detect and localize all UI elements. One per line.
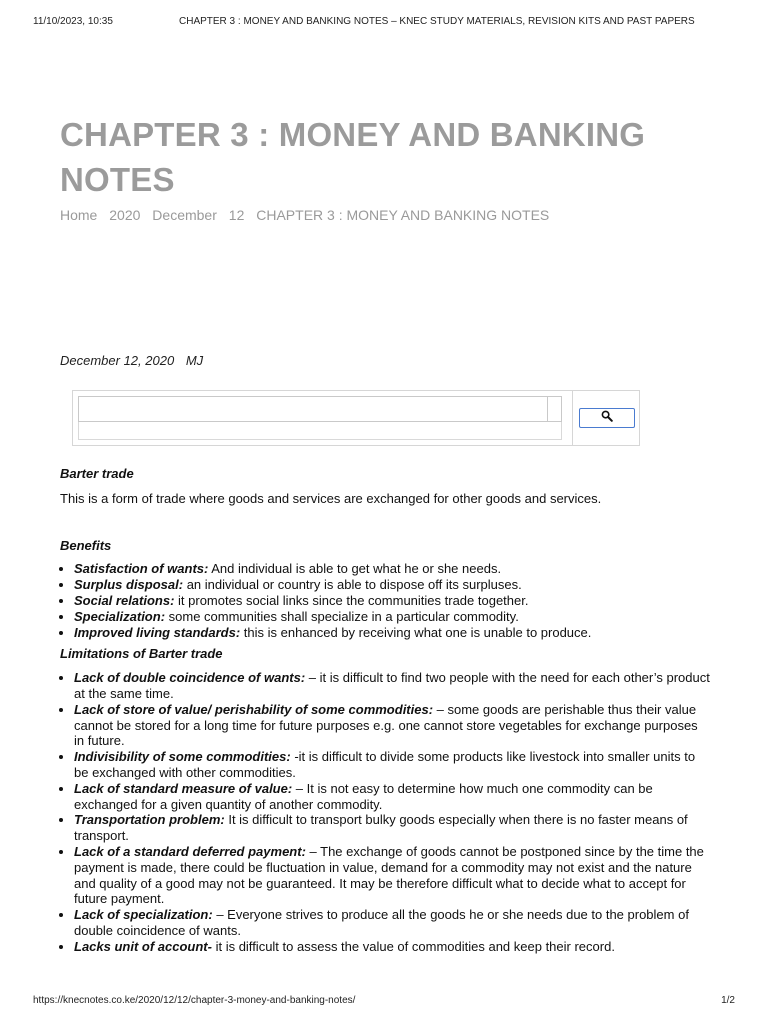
item-term: Transportation problem: xyxy=(74,812,225,828)
item-text: an individual or country is able to dispose off its surpluses. xyxy=(183,577,522,593)
item-term: Lack of double coincidence of wants: xyxy=(74,670,306,686)
item-term: Indivisibility of some commodities: xyxy=(74,749,291,765)
search-input-lower xyxy=(78,422,562,440)
article-body xyxy=(60,466,710,955)
post-date[interactable]: December 12, 2020 xyxy=(60,353,175,368)
benefits-list xyxy=(60,561,710,640)
list-item xyxy=(74,702,710,749)
breadcrumb-year[interactable]: 2020 xyxy=(109,207,141,223)
list-item xyxy=(74,561,710,577)
print-datetime: 11/10/2023, 10:35 xyxy=(33,16,113,27)
page-title: CHAPTER 3 : MONEY AND BANKING NOTES xyxy=(60,116,646,198)
breadcrumb xyxy=(60,207,557,223)
item-term: Lack of standard measure of value: xyxy=(74,780,293,796)
item-text: it promotes social links since the communities trade together. xyxy=(174,592,529,608)
item-term: Social relations: xyxy=(74,592,175,608)
breadcrumb-month[interactable]: December xyxy=(152,207,217,223)
item-text: – The exchange of goods cannot be postponed since by the time the payment is made, there could be fluctuation in value, demand for a commodity may not exist and the nature and quality of a good may not be guaranteed. It may be therefore difficult what to decide what to accept for future payment. xyxy=(74,843,704,907)
item-term: Surplus disposal: xyxy=(74,577,184,593)
barter-definition: This is a form of trade where goods and services are exchanged for other goods and services. xyxy=(60,490,602,506)
item-term: Lacks unit of account- xyxy=(74,938,212,954)
limitations-heading: Limitations of Barter trade xyxy=(60,646,223,662)
list-item xyxy=(74,625,710,641)
item-text: it is difficult to assess the value of commodities and keep their record. xyxy=(211,938,615,954)
item-text: – It is not easy to determine how much one commodity can be exchanged for a given quantity of another commodity. xyxy=(74,780,653,812)
post-meta xyxy=(60,353,203,368)
breadcrumb-home[interactable]: Home xyxy=(60,207,98,223)
list-item xyxy=(74,812,710,844)
list-item xyxy=(74,609,710,625)
search-icon xyxy=(601,409,613,427)
limitations-list xyxy=(60,670,710,954)
item-term: Lack of a standard deferred payment: xyxy=(74,843,306,859)
list-item xyxy=(74,593,710,609)
item-text: – Everyone strives to produce all the goods he or she needs due to the problem of double coincidence of wants. xyxy=(74,907,689,938)
search-input[interactable] xyxy=(78,396,548,422)
item-term: Specialization: xyxy=(74,608,166,624)
item-text: – it is difficult to find two people with the need for each other’s product at the same time. xyxy=(74,670,710,701)
item-term: Lack of specialization: xyxy=(74,907,213,923)
search-input-wrap xyxy=(78,396,562,442)
print-url: https://knecnotes.co.ke/2020/12/12/chapter-3-money-and-banking-notes/ xyxy=(33,995,356,1006)
item-text: And individual is able to get what he or she needs. xyxy=(208,561,502,577)
list-item xyxy=(74,907,710,939)
search-box xyxy=(72,390,640,446)
list-item xyxy=(74,844,710,907)
list-item xyxy=(74,670,710,702)
item-text: this is enhanced by receiving what one is unable to produce. xyxy=(240,624,592,640)
item-text: It is difficult to transport bulky goods especially when there is no faster means of transport. xyxy=(74,812,688,844)
list-item xyxy=(74,781,710,813)
item-text: some communities shall specialize in a particular commodity. xyxy=(165,608,519,624)
item-text: – some goods are perishable thus their value cannot be stored for a long time for future purposes e.g. one cannot store vegetables for exchange purposes in future. xyxy=(74,701,698,749)
post-author[interactable]: MJ xyxy=(185,353,204,368)
list-item xyxy=(74,577,710,593)
print-doc-title: CHAPTER 3 : MONEY AND BANKING NOTES – KNEC STUDY MATERIALS, REVISION KITS AND PAST PAPERS xyxy=(179,16,695,27)
benefits-heading: Benefits xyxy=(60,537,112,553)
item-term: Satisfaction of wants: xyxy=(74,561,209,577)
list-item xyxy=(74,749,710,781)
item-term: Lack of store of value/ perishability of some commodities: xyxy=(74,701,434,717)
barter-heading: Barter trade xyxy=(60,466,134,481)
list-item xyxy=(74,939,710,955)
search-divider xyxy=(572,391,573,445)
search-input-scrollbar[interactable] xyxy=(548,396,562,422)
search-button[interactable] xyxy=(579,408,635,428)
breadcrumb-day[interactable]: 12 xyxy=(228,207,245,223)
item-term: Improved living standards: xyxy=(74,624,241,640)
breadcrumb-current: CHAPTER 3 : MONEY AND BANKING NOTES xyxy=(256,207,550,223)
item-text: -it is difficult to divide some products like livestock into smaller units to be exchanged with other commodities. xyxy=(74,749,696,780)
print-page-number: 1/2 xyxy=(721,995,735,1006)
